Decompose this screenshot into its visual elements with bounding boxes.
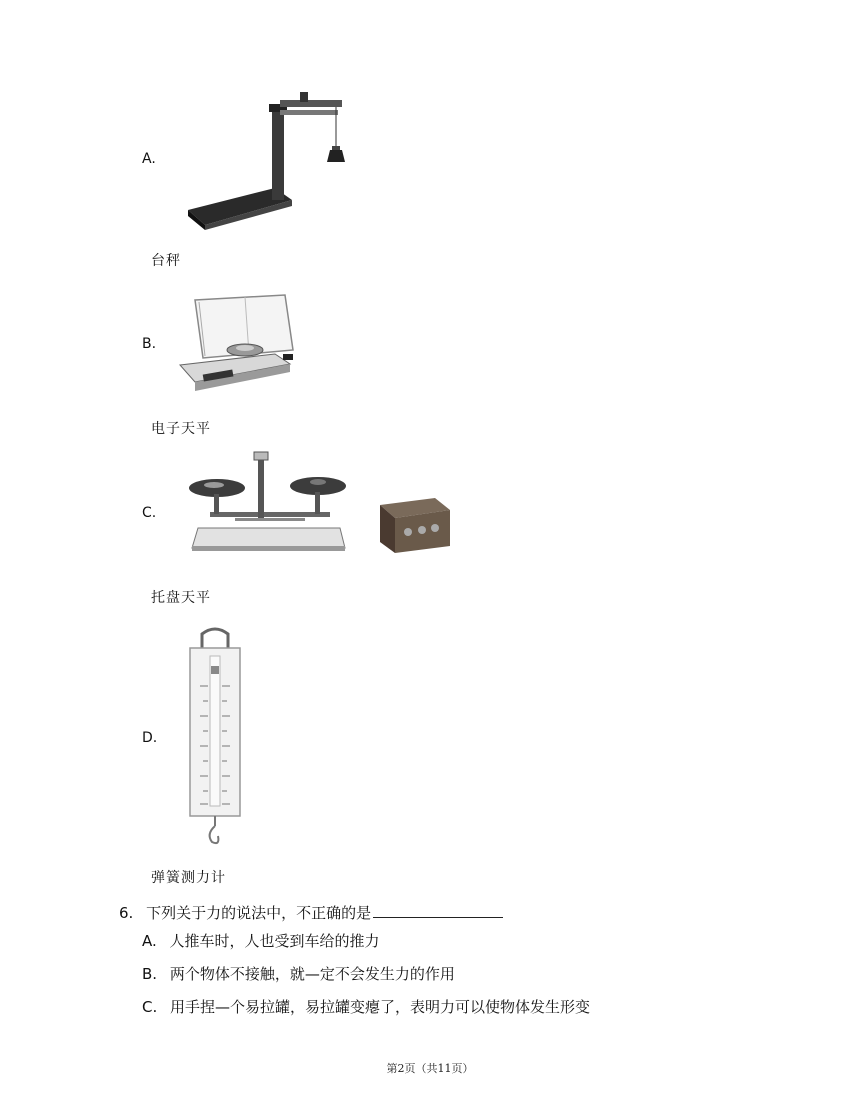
option-a-letter: A. bbox=[142, 151, 156, 167]
option-c-caption: 托盘天平 bbox=[151, 590, 211, 606]
option-d-caption: 弹簧测力计 bbox=[151, 870, 226, 886]
question-6-stem: 下列关于力的说法中，不正确的是 bbox=[146, 904, 372, 922]
choice-c-letter: C. bbox=[142, 998, 158, 1016]
option-b-caption: 电子天平 bbox=[151, 421, 211, 437]
choice-a-text: 人推车时，人也受到车给的推力 bbox=[169, 932, 380, 950]
choice-b-letter: B. bbox=[142, 965, 158, 983]
answer-blank[interactable] bbox=[373, 901, 503, 918]
question-6-choice-b bbox=[142, 963, 455, 984]
platform-scale-image bbox=[180, 80, 375, 235]
question-6-stem-line bbox=[119, 901, 503, 923]
question-6-choice-c bbox=[142, 996, 590, 1017]
option-d-letter: D. bbox=[142, 730, 158, 746]
choice-a-letter: A. bbox=[142, 932, 157, 950]
option-c-letter: C. bbox=[142, 505, 157, 521]
tray-balance-image bbox=[180, 450, 470, 575]
spring-dynamometer-image bbox=[180, 626, 250, 851]
page-footer: 第2页（共11页） bbox=[386, 1062, 474, 1075]
choice-b-text: 两个物体不接触，就—定不会发生力的作用 bbox=[169, 965, 455, 983]
electronic-balance-image bbox=[175, 290, 300, 400]
option-a-caption: 台秤 bbox=[151, 253, 181, 269]
question-6-number: 6. bbox=[119, 904, 134, 922]
choice-c-text: 用手捏—个易拉罐，易拉罐变瘪了，表明力可以使物体发生形变 bbox=[170, 998, 591, 1016]
option-b-letter: B. bbox=[142, 336, 157, 352]
question-6-choice-a bbox=[142, 930, 380, 951]
